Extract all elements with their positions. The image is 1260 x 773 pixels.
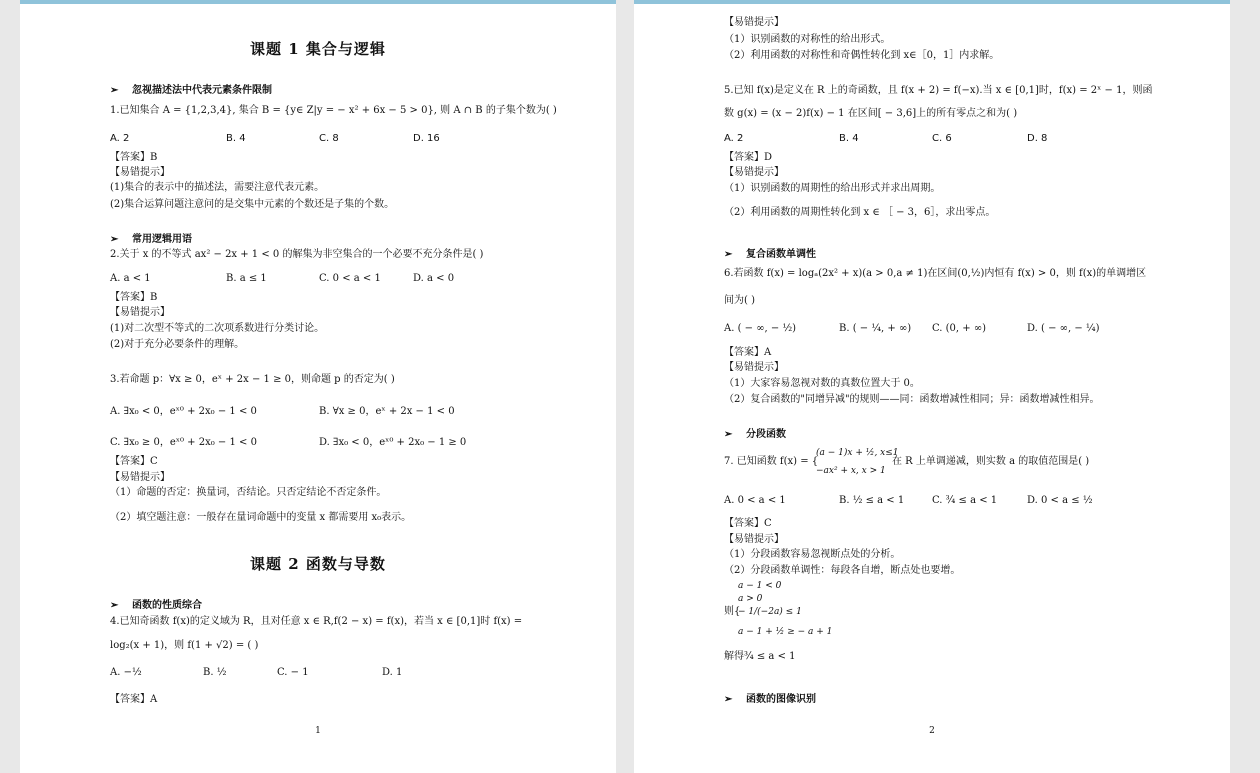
page-top-border [634, 0, 1230, 4]
tip-label: 【易错提示】 [724, 167, 784, 178]
page-number: 2 [929, 726, 935, 736]
section-heading-text: 忽视描述法中代表元素条件限制 [132, 85, 272, 96]
answer-label: 【答案】D [724, 152, 773, 163]
system-line: a − 1 + ½ ≥ − a + 1 [738, 627, 833, 637]
section-heading-text: 常用逻辑用语 [132, 234, 192, 245]
question-5-line-2: 数 g(x) = (x − 2)f(x) − 1 在区间[ − 3,6]上的所有零点之和为( ) [724, 108, 1018, 119]
option-d: D. a < 0 [413, 273, 455, 284]
tip-line: (1)对二次型不等式的二次项系数进行分类讨论。 [110, 323, 325, 334]
option-a: A. −½ [110, 667, 142, 678]
tip-label: 【易错提示】 [724, 17, 784, 28]
arrow-bullet-icon: ➢ [724, 429, 733, 440]
option-a: A. 0 < a < 1 [724, 495, 786, 506]
option-c: C. ¾ ≤ a < 1 [932, 495, 998, 506]
document-page-2 [634, 0, 1230, 773]
option-c: C. (0, + ∞) [932, 323, 987, 334]
answer-label: 【答案】C [110, 456, 158, 467]
page-top-border [20, 0, 616, 4]
option-c: C. ∃x₀ ≥ 0，eˣ⁰ + 2x₀ − 1 < 0 [110, 437, 257, 448]
section-heading-text: 分段函数 [746, 429, 786, 440]
option-a: A. ( − ∞, − ½) [724, 323, 797, 334]
question-5-line-1: 5.已知 f(x)是定义在 R 上的奇函数，且 f(x + 2) = f(−x).当 x ∈ [0,1]时，f(x) = 2ˣ − 1，则函 [724, 85, 1153, 96]
section-heading [110, 596, 202, 611]
question-4-line-2: log₂(x + 1)，则 f(1 + √2) = ( ) [110, 640, 259, 651]
piecewise-case-2: −ax² + x, x > 1 [816, 466, 886, 476]
arrow-bullet-icon: ➢ [110, 600, 119, 611]
option-c: C. − 1 [277, 667, 309, 678]
question-7-suffix: 在 R 上单调递减，则实数 a 的取值范围是( ) [892, 456, 1090, 467]
option-b: B. ½ [203, 667, 227, 678]
question-7-prefix: 7. 已知函数 f(x) = { [724, 456, 819, 467]
question-4-line-1: 4.已知奇函数 f(x)的定义域为 R，且对任意 x ∈ R,f(2 − x) = f(x)，若当 x ∈ [0,1]时 f(x) = [110, 616, 523, 627]
question-6-line-1: 6.若函数 f(x) = logₐ(2x² + x)(a > 0,a ≠ 1)在区间(0,½)内恒有 f(x) > 0，则 f(x)的单调增区 [724, 268, 1147, 279]
option-a: A. ∃x₀ < 0，eˣ⁰ + 2x₀ − 1 < 0 [110, 406, 257, 417]
tip-line: （2）利用函数的对称性和奇偶性转化到 x∈［0，1］内求解。 [724, 50, 1000, 61]
option-d: D. ∃x₀ < 0，eˣ⁰ + 2x₀ − 1 ≥ 0 [319, 437, 467, 448]
option-b: B. 4 [839, 133, 859, 144]
system-line: a − 1 < 0 [738, 581, 782, 591]
option-b: B. 4 [226, 133, 246, 144]
system-line: − 1/(−2a) ≤ 1 [738, 607, 802, 617]
option-a: A. 2 [110, 133, 130, 144]
option-d: D. 16 [413, 133, 440, 144]
option-c: C. 8 [319, 133, 339, 144]
section-heading [724, 245, 816, 260]
tip-line: (1)集合的表示中的描述法，需要注意代表元素。 [110, 182, 325, 193]
tip-label: 【易错提示】 [724, 534, 784, 545]
solution-line: 解得¾ ≤ a < 1 [724, 651, 796, 662]
option-b: B. ½ ≤ a < 1 [839, 495, 905, 506]
option-b: B. ∀x ≥ 0，eˣ + 2x − 1 < 0 [319, 406, 455, 417]
piecewise-case-1: (a − 1)x + ½, x≤1 [816, 448, 899, 458]
tip-line: (2)对于充分必要条件的理解。 [110, 339, 245, 350]
tip-line: (2)集合运算问题注意问的是交集中元素的个数还是子集的个数。 [110, 199, 395, 210]
answer-label: 【答案】A [724, 347, 772, 358]
question-3: 3.若命题 p：∀x ≥ 0，eˣ + 2x − 1 ≥ 0，则命题 p 的否定为( ) [110, 374, 395, 385]
lesson-title-1: 课题 1 集合与逻辑 [250, 40, 386, 58]
document-page-1 [20, 0, 616, 773]
option-d: D. 1 [382, 667, 403, 678]
option-c: C. 0 < a < 1 [319, 273, 381, 284]
page-number: 1 [315, 726, 321, 736]
section-heading [110, 230, 192, 245]
tip-line: （2）分段函数单调性：每段各自增，断点处也要增。 [724, 565, 961, 576]
option-c: C. 6 [932, 133, 952, 144]
option-d: D. 8 [1027, 133, 1048, 144]
system-prefix: 则{ [724, 606, 741, 617]
tip-line: （2）利用函数的周期性转化到 x ∈ ［ − 3，6］，求出零点。 [724, 207, 996, 218]
question-1: 1.已知集合 A = {1,2,3,4}, 集合 B = {y∈ Z|y = − x² + 6x − 5 > 0}, 则 A ∩ B 的子集个数为( ) [110, 105, 557, 116]
option-d: D. 0 < a ≤ ½ [1027, 495, 1093, 506]
arrow-bullet-icon: ➢ [110, 85, 119, 96]
option-d: D. ( − ∞, − ¼) [1027, 323, 1100, 334]
tip-label: 【易错提示】 [110, 307, 170, 318]
section-heading [110, 81, 272, 96]
tip-line: （1）识别函数的周期性的给出形式并求出周期。 [724, 183, 941, 194]
tip-line: （1）大家容易忽视对数的真数位置大于 0。 [724, 378, 920, 389]
tip-line: （2）填空题注意：一般存在量词命题中的变量 x 都需要用 x₀表示。 [110, 512, 412, 523]
option-b: B. ( − ¼, + ∞) [839, 323, 912, 334]
answer-label: 【答案】B [110, 152, 158, 163]
tip-label: 【易错提示】 [110, 472, 170, 483]
option-a: A. 2 [724, 133, 744, 144]
section-heading-text: 函数的图像识别 [746, 694, 816, 705]
arrow-bullet-icon: ➢ [724, 249, 733, 260]
answer-label: 【答案】C [724, 518, 772, 529]
system-line: a > 0 [738, 594, 763, 604]
arrow-bullet-icon: ➢ [724, 694, 733, 705]
option-a: A. a < 1 [110, 273, 151, 284]
tip-line: （1）分段函数容易忽视断点处的分析。 [724, 549, 901, 560]
question-6-line-2: 间为( ) [724, 295, 755, 306]
tip-label: 【易错提示】 [724, 362, 784, 373]
tip-line: （1）识别函数的对称性的给出形式。 [724, 34, 891, 45]
section-heading [724, 690, 816, 705]
answer-label: 【答案】B [110, 292, 158, 303]
tip-label: 【易错提示】 [110, 167, 170, 178]
tip-line: （1）命题的否定：换量词，否结论。只否定结论不否定条件。 [110, 487, 387, 498]
lesson-title-2: 课题 2 函数与导数 [250, 555, 386, 573]
answer-label: 【答案】A [110, 694, 158, 705]
question-2: 2.关于 x 的不等式 ax² − 2x + 1 < 0 的解集为非空集合的一个必要不充分条件是( ) [110, 249, 484, 260]
section-heading-text: 复合函数单调性 [746, 249, 816, 260]
tip-line: （2）复合函数的"同增异减"的规则——同：函数增减性相同；异：函数增减性相异。 [724, 394, 1100, 405]
option-b: B. a ≤ 1 [226, 273, 267, 284]
section-heading [724, 425, 786, 440]
section-heading-text: 函数的性质综合 [132, 600, 202, 611]
arrow-bullet-icon: ➢ [110, 234, 119, 245]
